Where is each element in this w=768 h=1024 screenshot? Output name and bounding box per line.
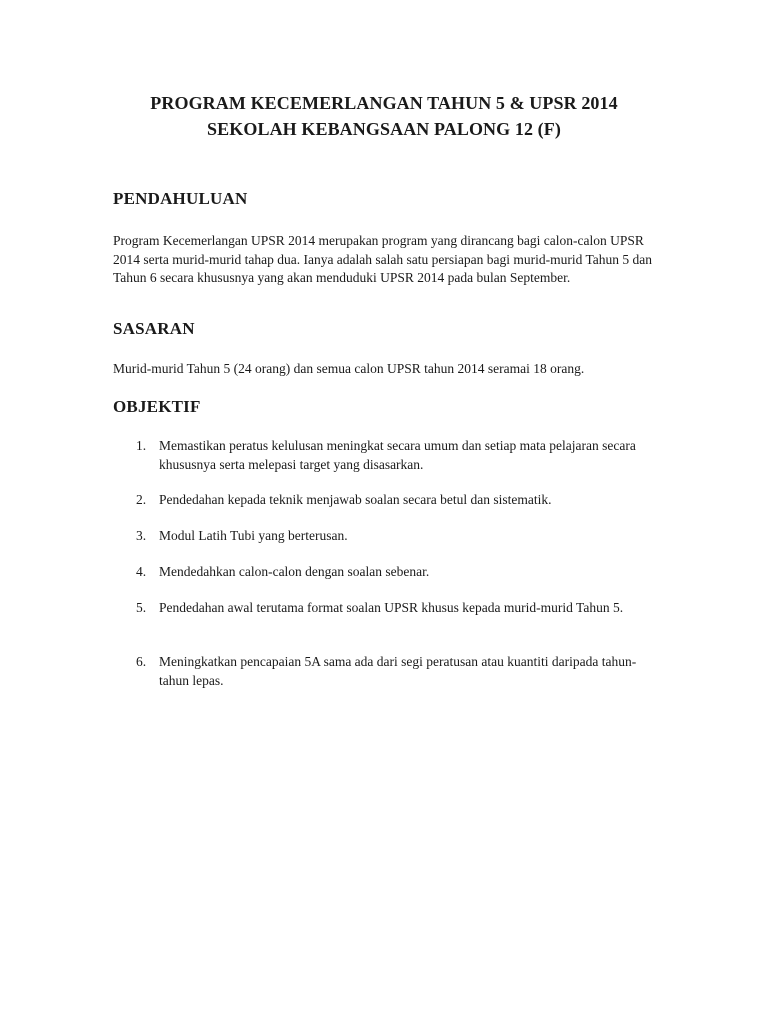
section-heading-objektif: OBJEKTIF <box>113 397 201 416</box>
pendahuluan-paragraph: Program Kecemerlangan UPSR 2014 merupakan program yang dirancang bagi calon-calon UPSR 2014 serta murid-murid tahap dua. Ianya adalah salah satu persiapan bagi murid-murid Tahun 5 dan Tahun 6 secara khususnya yang akan menduduki UPSR 2014 pada bulan September. <box>113 233 653 285</box>
list-item-text: Mendedahkan calon-calon dengan soalan sebenar. <box>159 564 430 579</box>
list-item-number: 1. <box>136 438 147 453</box>
list-item-number: 5. <box>136 600 147 615</box>
document-title: PROGRAM KECEMERLANGAN TAHUN 5 & UPSR 2014 <box>150 93 618 113</box>
list-item-text: Meningkatkan pencapaian 5A sama ada dari segi peratusan atau kuantiti daripada tahun-tahun lepas. <box>159 654 637 688</box>
section-heading-pendahuluan: PENDAHULUAN <box>113 189 248 208</box>
list-item-number: 3. <box>136 528 147 543</box>
sasaran-paragraph: Murid-murid Tahun 5 (24 orang) dan semua calon UPSR tahun 2014 seramai 18 orang. <box>113 361 585 376</box>
list-item-text: Pendedahan awal terutama format soalan UPSR khusus kepada murid-murid Tahun 5. <box>159 600 624 615</box>
list-item-number: 6. <box>136 654 147 669</box>
list-item-text: Pendedahan kepada teknik menjawab soalan secara betul dan sistematik. <box>159 492 552 507</box>
document-subtitle: SEKOLAH KEBANGSAAN PALONG 12 (F) <box>207 119 561 139</box>
list-item-number: 2. <box>136 492 147 507</box>
list-item-text: Memastikan peratus kelulusan meningkat secara umum dan setiap mata pelajaran secara khususnya serta melepasi target yang disasarkan. <box>159 438 636 472</box>
list-item-number: 4. <box>136 564 147 579</box>
list-item-text: Modul Latih Tubi yang berterusan. <box>159 528 348 543</box>
section-heading-sasaran: SASARAN <box>113 319 195 338</box>
